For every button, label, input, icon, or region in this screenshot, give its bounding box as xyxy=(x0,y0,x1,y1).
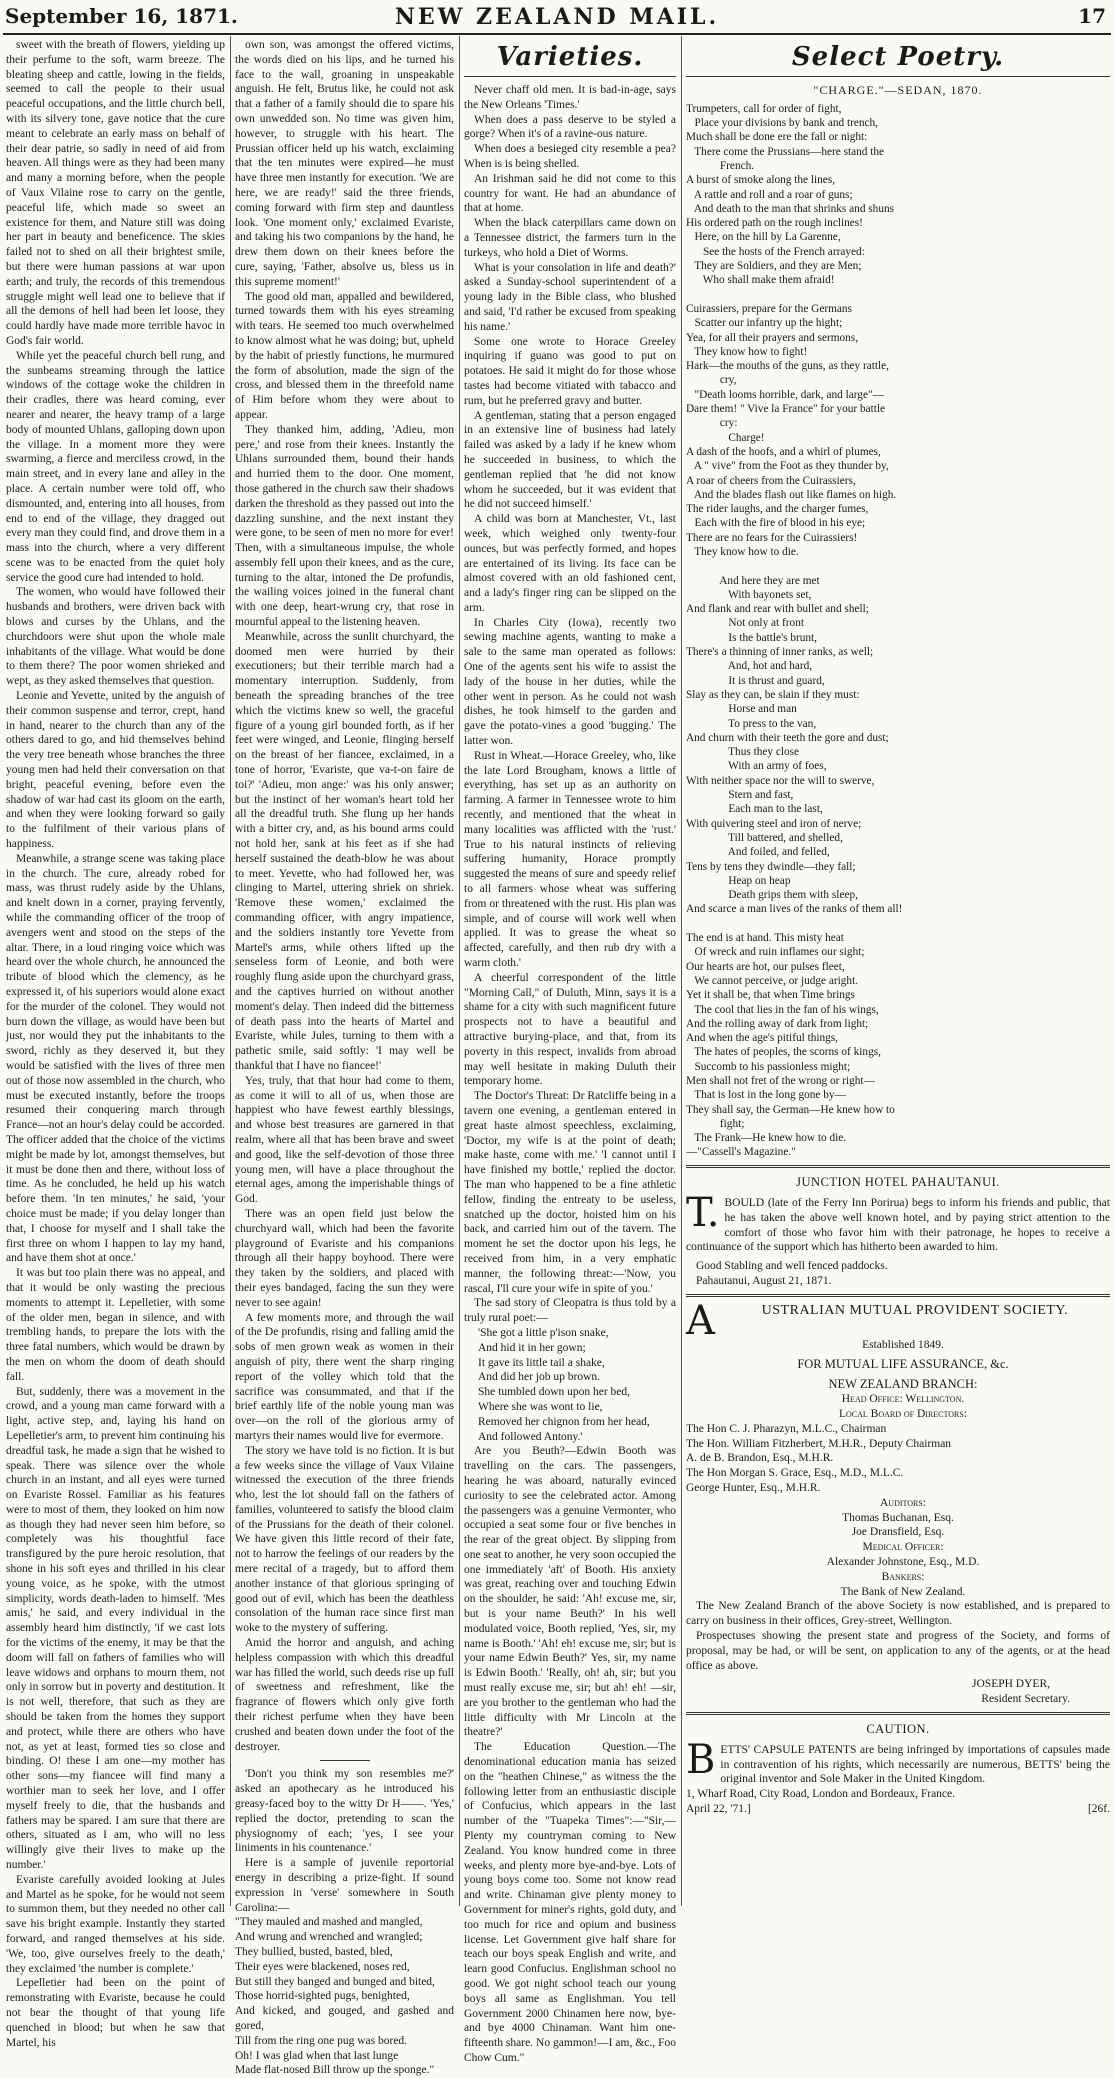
ad-text: Prospectuses showing the present state and progress of the Society, and forms of proposal, may be had, or will be sent, on application to any of the agents, or at the head office as above. xyxy=(686,1629,1110,1672)
ad-text: Bankers: xyxy=(881,1570,925,1583)
paragraph: Are you Beuth?—Edwin Booth was travelling on the cars. The passengers, hearing he was aboard, naturally evinced curiosity to see the celebrated actor. Among the passengers was a genuine Vermonter, who occupied a seat some four or five benches in the rear of the great object. By slipping from one seat to another, he very soon occupied the one immediately 'aft' of Booth. His anxiety was great, reaching over and touching Edwin on the shoulder, he said: 'Ah! excuse me, sir, but is your name Beuth?' In his well modulated voice, Booth replied, 'Yes, sir, my name is Booth.' 'Ah! eh! excuse me, sir; but is your name Edwin Beuth?' Yes, sir, my name is Edwin Booth.' 'Really, oh! ah, sir; but you must really excuse me, sir; but ah! eh! —sir, are you brother to the gentleman who had the little difficulty with Mr Lincoln at the theatre?' xyxy=(464,1445,676,1739)
signature: JOSEPH DYER, xyxy=(972,1678,1050,1691)
ad-text: Established 1849. xyxy=(862,1338,944,1351)
ad-amp-society xyxy=(686,1297,1110,1344)
ad-text: The Bank of New Zealand. xyxy=(840,1585,966,1598)
section-heading-select-poetry: Select Poetry. xyxy=(686,38,1110,77)
ad-address: 1, Wharf Road, City Road, London and Bordeaux, France. xyxy=(686,1788,956,1801)
paragraph: Meanwhile, a strange scene was taking place in the church. The cure, already robed for mass, was thrust rudely aside by the Uhlans, and knelt down in a corner, praying fervently, while the commanding officer of the troop of avengers went and stood on the steps of the altar. There, in a loud ringing voice which was heard over the whole church, he announced the tribute of blood which the clemency, as he expressed it, of his superiors would alone exact for the murder of the colonel. They would not burn down the village, as would have been but just, nor would they put the inhabitants to the sword, richly as they deserved it, but they would be satisfied with the lives of three men out of those now assembled in the church, who must be executed instantly, before the troops resumed their conquering march through France—not an hour's delay could be accorded. The officer added that the choice of the victims might be made by lot, amongst themselves, but it must be done then and there, without loss of time. As he concluded, he held up his watch before them. 'In ten minutes,' he said, 'your choice must be made; if you delay longer than that, I choose for myself and I shall take the first three on whom I happen to lay my hand, and have them shot at once.' xyxy=(6,852,225,1265)
ad-date: Pahautanui, August 21, 1871. xyxy=(696,1275,832,1288)
ad-title-amp-society: USTRALIAN MUTUAL PROVIDENT SOCIETY. xyxy=(761,1302,1069,1318)
paragraph: But, suddenly, there was a movement in the crowd, and a young man came forward with a light, active step, and, laying his hand on Lepelletier's arm, to prevent him continuing his dreadful task, he made a sign that he wished to speak. There was silence over the whole church in an instant, and all eyes were turned on Evariste Rossel. Familiar as his features were to most of them, they looked on him now as though they had never seen him before, so completely was his thoughtful face transfigured by the pure heroic resolution, that shone in his soft eyes and thrilled in his clear young voice, as he spoke, with the utmost simplicity, words death-laden to himself. 'Mes amis,' he said, and every individual in the assembly heard him distinctly, 'if we cast lots for the victims of the enemy, it may be that the doom will fall on fathers of families who will leave widows and orphans to mourn them, not only in sorrow but in poverty and destitution. It is not well, therefore, that such as they are should be taken from the homes they support and protect, while there are others who have not, as yet at least, formed ties so close and binding. O! these I am one—my mother has other sons—my fiancee will find many a worthier man to seek her love, and I offer myself freely to die, that the husbands and fathers may be spared. I am sure that there are others, situated as I am, who will no less willingly give their lives to make up the number.' xyxy=(6,1385,225,1872)
poem-title: "CHARGE."—SEDAN, 1870. xyxy=(813,83,983,97)
paragraph: Leonie and Yevette, united by the anguish of their common suspense and terror, crept, hand in hand, nearer to the church than any of the others dared to go, and hid themselves behind the very tree beneath whose branches the three young men had held their conversation on that bright, peaceful evening, before even the shadow of war had cast its gloom on the earth, and when they were looking forward so gaily to the fulfilment of their various plans of happiness. xyxy=(6,690,225,851)
paragraph: When does a besieged city resemble a pea? When is is being shelled. xyxy=(464,143,676,170)
dropcap: A xyxy=(686,1297,715,1344)
column-1 xyxy=(6,38,225,2049)
ad-text: The New Zealand Branch of the above Society is now established, and is prepared to carry on business in their offices, Grey-street, Wellington. xyxy=(686,1600,1110,1628)
ad-date: April 22, '71.] xyxy=(686,1802,751,1815)
ad-text: Head Office: Wellington. xyxy=(841,1393,965,1406)
column-2 xyxy=(235,38,454,2077)
ad-caution xyxy=(686,1736,1110,1787)
paragraph: Lepelletier had been on the point of remonstrating with Evariste, because he could not bear the thought of that young life quenched in blood; but when he saw that Martel, his xyxy=(6,1977,225,2049)
paragraph: Some one wrote to Horace Greeley inquiring if guano was good to put on potatoes. He said it might do for those whose tastes had become vitiated with tabacco and rum, but he preferred gravy and butter. xyxy=(464,335,676,407)
ad-junction-hotel xyxy=(686,1190,1110,1255)
ad-divider xyxy=(686,1294,1110,1297)
paragraph: Here is a sample of juvenile reportorial energy in describing a prize-fight. If sound expression in 'verse' somewhere in South Carolina:— xyxy=(235,1857,454,1914)
page-number: 17 xyxy=(1078,4,1106,28)
paragraph: Amid the horror and anguish, and aching helpless compassion with which this dreadful war has filled the world, such deeds rise up full of sweetness and refreshment, like the fragrance of flowers which only give forth their richest perfume when they have been crushed and beaten down under the foot of the destroyer. xyxy=(235,1637,454,1753)
paragraph: The story we have told is no fiction. It is but a few weeks since the village of Vaux Vilaine witnessed the execution of the three friends who, lest the lot should fall on the fathers of families, volunteered to satisfy the blood claim of the Prussians for the death of their colonel. We have given this little record of their fate, not to harrow the feelings of our readers by the mere recital of a tragedy, but to afford them another instance of that glorious springing of good out of evil, which has been the deathless consolation of the human race since first man woke to the mystery of suffering. xyxy=(235,1444,454,1635)
paragraph: Rust in Wheat.—Horace Greeley, who, like the late Lord Brougham, knows a little of everything, has set up as an authority on farming. A farmer in Tennessee wrote to him recently, and mentioned that the wheat in many localities was afflicted with the 'rust.' True to his natural instincts of relieving suffering humanity, Horace promptly suggested the means of sure and speedy relief to all farmers whose wheat was suffering from or threatened with the rust. His plan was simple, and of course will work well when applied. It was to grease the wheat so affected, carefully, and then rub dry with a warm cloth.' xyxy=(464,749,676,970)
paragraph: A child was born at Manchester, Vt., last week, which weighed only twenty-four ounces, but was perfectly formed, and hopes are entertained of its living. Its face can be almost covered with an old fashioned cent, and a lady's finger ring can be slipped on the arm. xyxy=(464,513,676,614)
paragraph: What is your consolation in life and death?' asked a Sunday-school superintendent of a young lady in the Bible class, who blushed and said, 'I'd rather be excused from speaking his name.' xyxy=(464,261,676,333)
ad-title-junction-hotel: JUNCTION HOTEL PAHAUTANUI. xyxy=(796,1175,1000,1190)
section-rule xyxy=(320,1760,370,1761)
masthead xyxy=(0,0,1114,40)
column-divider xyxy=(681,36,682,1906)
ad-code: [26f. xyxy=(1087,1802,1110,1815)
section-heading-varieties: Varieties. xyxy=(464,38,676,77)
ad-text: Alexander Johnstone, Esq., M.D. xyxy=(826,1556,980,1568)
directors-list: The Hon C. J. Pharazyn, M.L.C., Chairman The Hon. William Fitzherbert, M.H.R., Deputy Chairman A. de B. Brandon, Esq., M.H.R. The Hon Morgan S. Grace, Esq., M.D., M.L.C. George Hunter, Esq., M.H.R. xyxy=(686,1422,952,1495)
header-rule xyxy=(3,33,1111,35)
paragraph: Meanwhile, across the sunlit churchyard, the doomed men were hurried by their executioners; but their terrible march had a momentary interruption. Suddenly, from beneath the spreading branches of the tree which the victims knew so well, the graceful figure of a young girl bounded forth, as if her feet were winged, and Leonie, flinging herself on the breast of her fiancee, exclaimed, in a tone of horror, 'Evariste, que va-t-on faire de toi?' 'Adieu, mon ange:' was his only answer; but the instinct of her woman's heart told her all the dreadful truth. She flung up her hands with a bitter cry, and, as his bound arms could not hold her, sank at his feet as if she had herself sustained the death-blow he was about to meet. Yevette, who had followed her, was clinging to Martel, uttering shriek on shriek. 'Remove these women,' exclaimed the commanding officer, with angry impatience, and the soldiers instantly tore Yevette from Martel's arms, while others lifted up the senseless form of Leonie, and both were roughly flung aside upon the churchyard grass, and the captives hurried on without another moment's delay. Then indeed did the bitterness of death pass into the hearts of Martel and Evariste, while Jules, turning to them with a pathetic smile, said softly: 'I may well be thankful that I have no fiancee!' xyxy=(235,630,454,1072)
ad-text: Local Board of Directors: xyxy=(838,1408,968,1421)
paragraph: The women, who would have followed their husbands and brothers, were driven back with blows and curses by the Uhlans, and the churchdoors were shut upon the whole male inhabitants of the village. What would be done to them there? The poor women shrieked and wept, as they asked themselves that question. xyxy=(6,586,225,688)
paragraph: The Education Question.—The denominational education mania has seized on the "heathen Chinese," as witness the the following letter from an enthusiastic disciple of Confucius, which appears in the last number of the "Tuapeka Times":—"Sir,—Plenty my countryman coming to New Zealand. You know hundred come in three weeks, and plenty more bye-and-bye. Lots of young boys come too. Some not know read and write. Chinaman give plenty money to Government for miner's rights, gold duty, and too much for rice and opium and business license. Let Government give half share for teach our boys speak English and write, and learn good Confucius. Englishman school no good. We got night school teach our young boys all same as Englishman. You tell Government 2000 Chinamen here now, bye-and bye 4000 Chinaman. Want him one-fifteenth share. No gammon!—I am, &c., Foo Chow Cum." xyxy=(464,1741,676,2064)
column-divider xyxy=(230,36,231,1906)
dropcap: B xyxy=(686,1736,716,1783)
ad-text: Medical Officer: xyxy=(862,1541,944,1554)
dropcap: T. xyxy=(686,1190,720,1237)
poem-credit: —"Cassell's Magazine." xyxy=(686,1146,796,1159)
paragraph: When does a pass deserve to be styled a gorge? When it's of a ravine-ous nature. xyxy=(464,113,676,141)
ad-text: FOR MUTUAL LIFE ASSURANCE, &c. xyxy=(797,1356,1009,1371)
paragraph: The good old man, appalled and bewildered, turned towards them with his eyes streaming with tears. He seemed too much overwhelmed to know almost what he was doing; but, upheld by the habit of priestly functions, he murmured the form of absolution, made the sign of the cross, and blessed them in the threefold name of Him before whom they were about to appear. xyxy=(235,290,454,421)
paragraph: Evariste carefully avoided looking at Jules and Martel as he spoke, for he would not seem to summon them, but they needed no other call save his bright example. Instantly they started forward, and ranged themselves at his side. 'We, too, give ourselves freely to the death,' they exclaimed 'the number is complete.' xyxy=(6,1873,225,1975)
ad-footer xyxy=(686,1802,1110,1817)
paragraph: Never chaff old men. It is bad-in-age, says the New Orleans 'Times.' xyxy=(464,84,676,111)
ad-divider xyxy=(686,1712,1110,1715)
column-divider xyxy=(459,36,460,1906)
verse: 'She got a little p'ison snake, And hid it in her gown; It gave its little tail a shake, And did her job up brown. She tumbled down upon her bed, Where she was wont to lie, Removed her chignon from her head, And followed Antony.' xyxy=(478,1326,650,1443)
ad-text: Auditors: xyxy=(879,1496,927,1509)
paragraph: Yes, truly, that that hour had come to them, as come it will to all of us, when those are happiest who have fewest earthly blessings, and whose best treasures are garnered in that realm, where all that has been brave and sweet and good, like the self-devotion of those three young men, will have a place throughout the eternal ages, among the imperishable things of God. xyxy=(235,1074,454,1206)
paragraph: It was but too plain there was no appeal, and that it would be only wasting the precious moments to attempt it. Lepelletier, with some of the older men, began in silence, and with trembling hands, to prepare the lots with the three fatal numbers, which would be drawn by the men on whom the doom of death should fall. xyxy=(6,1267,225,1383)
paragraph: In Charles City (Iowa), recently two sewing machine agents, wanting to make a sale to the same man operated as follows: One of the agents sent his wife to assist the lady of the house in her duties, while the other went in person. As he could not wash dishes, he took himself to the garden and gave the potato-vines a good 'bugging.' The latter won. xyxy=(464,616,676,748)
paragraph: When the black caterpillars came down on a Tennessee district, the farmers turn in the turkeys, who hold a Diet of Worms. xyxy=(464,217,676,259)
paragraph: own son, was amongst the offered victims, the words died on his lips, and he turned his face to the wall, groaning in unspeakable anguish. He felt, Brutus like, he could not ask that a father of a family should die to spare his own unwedded son. No time was given him, however, to struggle with his heart. The Prussian officer held up his watch, exclaiming that the ten minutes were expired—he must have three men instantly for execution. 'We are here, we are ready!' said the three friends, coming forward with firm step and dauntless look. 'One moment only,' exclaimed Evariste, and taking his two companions by the hand, he drew them down on their knees before the cure, saying, 'Father, absolve us, bless us in this supreme moment!' xyxy=(235,39,454,288)
newspaper-title: NEW ZEALAND MAIL. xyxy=(394,4,720,30)
paragraph: A gentleman, stating that a person engaged in an extensive line of business had lately failed was asked by a lady if he knew whom he succeeded in business, to which the gentleman replied that 'he did not know whom he succeeded, but it was evident that he did not succeed himself.' xyxy=(464,409,676,511)
paragraph: The Doctor's Threat: Dr Ratcliffe being in a tavern one evening, a gentleman entered in great haste almost speechless, exclaiming, 'Doctor, my wife is at the point of death; make haste, come with me.' 'I cannot until I have finished my bottle,' replied the doctor. The man who happened to be a fine athletic fellow, finding the entreaty to be useless, snatched up the doctor, hoisted him on his back, and carried him out of the tavern. The moment he set the doctor upon his legs, he received from him, in a very emphatic manner, the following threat:—'Now, you rascal, I'll cure your wife in spite of you.' xyxy=(464,1090,676,1295)
paragraph: A cheerful correspondent of the little "Morning Call," of Duluth, Minn, says it is a shame for a city with such magnificent future prospects not to have a beautiful and attractive burying-place, and that, from its poverty in this respect, invalids from abroad may well hesitate in making Duluth their temporary home. xyxy=(464,971,676,1088)
poem-text: Trumpeters, call for order of fight, Place your divisions by bank and trench, Much shall be done ere the fall or night: There come the Prussians—here stand the French. A burst of smoke along the lines, A rattle and roll and a roar of guns; And death to the man that shrinks and shuns His ordered path on the rough inclines! Here, on the hill by La Garenne, See the hosts of the French arrayed: They are Soldiers, and they are Men; Who shall make them afraid! Cuirassiers, prepare for the Germans Scatter our infantry up the hight; Yea, for all their prayers and sermons, They know how to fight! Hark—the mouths of the guns, as they rattle, cry, "Death looms horrible, dark, and large"— Dare them! " Vive la France" for your battle cry: Charge! A dash of the hoofs, and a whirl of plumes, A " vive" from the Foot as they thunder by, A roar of cheers from the Cuirassiers, And the blades flash out like flames on high. The rider laughs, and the charger fumes, Each with the fire of blood in his eye; There are no fears for the Cuirassiers! They know how to die. And here they are met With bayonets set, And flank and rear with bullet and shell; Not only at front Is the battle's brunt, There's a thinning of inner ranks, as well; And, hot and hard, It is thrust and guard, Slay as they can, be slain if they must: Horse and man To press to the van, And churn with their teeth the gore and dust; Thus they close With an army of foes, With neither space nor the will to swerve, Stern and fast, Each man to the last, With quivering steel and iron of nerve; Till battered, and shelled, And foiled, and felled, Tens by tens they dwindle—they fall; Heap on heap Death grips them with sleep, And scarce a man lives of the ranks of them all! The end is at hand. This misty heat Of wreck and ruin inflames our sight; Our hearts are hot, our pulses fleet, We cannot perceive, or judge aright. Yet it shall be, that when Time brings The cool that lies in the fan of his wings, And the rolling away of dark from light; And when the age's pitiful things, The hates of peoples, the scorns of kings, Succomb to his passionless might; Men shall not fret of the wrong or right— That is lost in the long gone by— They shall say, the German—He knew how to fight; The Frank—He knew how to die. xyxy=(686,102,903,1145)
ad-divider xyxy=(686,1165,1110,1168)
anecdote: 'Don't you think my son resembles me?' asked an apothecary as he introduced his greasy-faced boy to the witty Dr H——. 'Yes,' replied the doctor, pretending to scan the physiognomy of each; 'yes, I see your liniments in his countenance.' xyxy=(235,1768,454,1855)
column-4 xyxy=(686,38,1110,1906)
paragraph: A few moments more, and through the wail of the De profundis, rising and falling amid the sobs of men grown weak as women in their anguish of pity, there went the sharp ringing report of the volley which told that the sacrifice was consummated, and that if the brief earthly life of the noble young man was over—on the roll of the glorious army of martyrs their names would live for evermore. xyxy=(235,1311,454,1442)
ad-text: Thomas Buchanan, Esq. Joe Dransfield, Esq. xyxy=(842,1511,954,1539)
issue-date: September 16, 1871. xyxy=(5,4,238,28)
paragraph: They thanked him, adding, 'Adieu, mon pere,' and rose from their knees. Instantly the Uhlans surrounded them, bound their hands and hurried them to the door. One moment, those gathered in the church saw their shadows darken the threshold as they passed out into the dazzling sunshine, and the next instant they were gone, to be seen of men no more for ever! Then, with a simultaneous impulse, the whole assembly fell upon their knees, and as the cure, turning to the altar, intoned the De profundis, the wailing voices joined in the funeral chant with one deep, heart-wrung cry, that rose in mournful appeal to the listening heaven. xyxy=(235,423,454,629)
verse: "They mauled and mashed and mangled, And wrung and wrenched and wrangled; They bullied, busted, basted, bled, Their eyes were blackened, noses red, But still they banged and bunged and bited, Those horrid-sighted pugs, benighted, And kicked, and gouged, and gashed and gored, Till from the ring one pug was bored. Oh! I was glad when that last lunge Made flat-nosed Bill throw up the sponge." xyxy=(235,1916,454,2077)
ad-text: Good Stabling and well fenced paddocks. xyxy=(696,1260,888,1273)
signature-role: Resident Secretary. xyxy=(981,1693,1070,1706)
column-3 xyxy=(464,38,676,2064)
paragraph: An Irishman said he did not come to this country for want. He had an abundance of that at home. xyxy=(464,172,676,215)
ad-text: NEW ZEALAND BRANCH: xyxy=(828,1377,978,1392)
ad-title-caution: CAUTION. xyxy=(866,1721,930,1736)
paragraph: While yet the peaceful church bell rung, and the sunbeams streaming through the lattice windows of the cottage woke the children in their cradles, there was heard coming, ever nearer and nearer, the heavy tramp of a large body of mounted Uhlans, galloping down upon the village. In a moment more they were swarming, a fierce and merciless crowd, in the main street, and in every lane and alley in the place. A certain number were told off, who dismounted, and, entering into all houses, from end to end of the village, they dragged out every man they could find, and drove them in a mass into the church, where a very different scene was to be enacted from the quiet holy service the good cure had intended to hold. xyxy=(6,349,225,584)
paragraph: There was an open field just below the churchyard wall, which had been the favorite playground of Evariste and his companions through all their happy boyhood. There were they taken by the soldiers, and placed with their eyes bandaged, facing the sun they were never to see again! xyxy=(235,1207,454,1309)
paragraph: sweet with the breath of flowers, yielding up their perfume to the soft, warm breeze. The bleating sheep and cattle, lowing in the fields, seemed to call the people to their usual peaceful occupations, and the little church bell, with its silvery tone, gave notice that the cure meant to celebrate an early mass on behalf of their dear patrie, so sadly in need of aid from heaven. All things were as they had been many and many a morning before, when the people of Vaux Vilaine rose to carry on the gentle, peaceful life, which made so sweet an existence for them, and Nature still was doing her part in beauty and beneficence. The skies failed not to shed on all their brightest smile, but there were human passions at war upon earth; and truly, the records of this tremendous struggle might well lead one to believe that if all the demons of hell had been let loose, they could hardly have made more terrible havoc in God's fair world. xyxy=(6,39,225,347)
paragraph: The sad story of Cleopatra is thus told by a truly rural poet:— xyxy=(464,1297,676,1325)
ad-text: ETTS' CAPSULE PATENTS are being infringed by importations of capsules made in contravention of his rights, which necessarily are numerous, BETTS' being the original inventor and Sole Maker in the United Kingdom. xyxy=(720,1743,1110,1786)
ad-text: BOULD (late of the Ferry Inn Porirua) begs to inform his friends and public, that he has taken the above well known hotel, and by paying strict attention to the comfort of those who favor him with their patronage, he hopes to receive a continuance of the support which has hitherto been awarded to him. xyxy=(686,1197,1110,1254)
